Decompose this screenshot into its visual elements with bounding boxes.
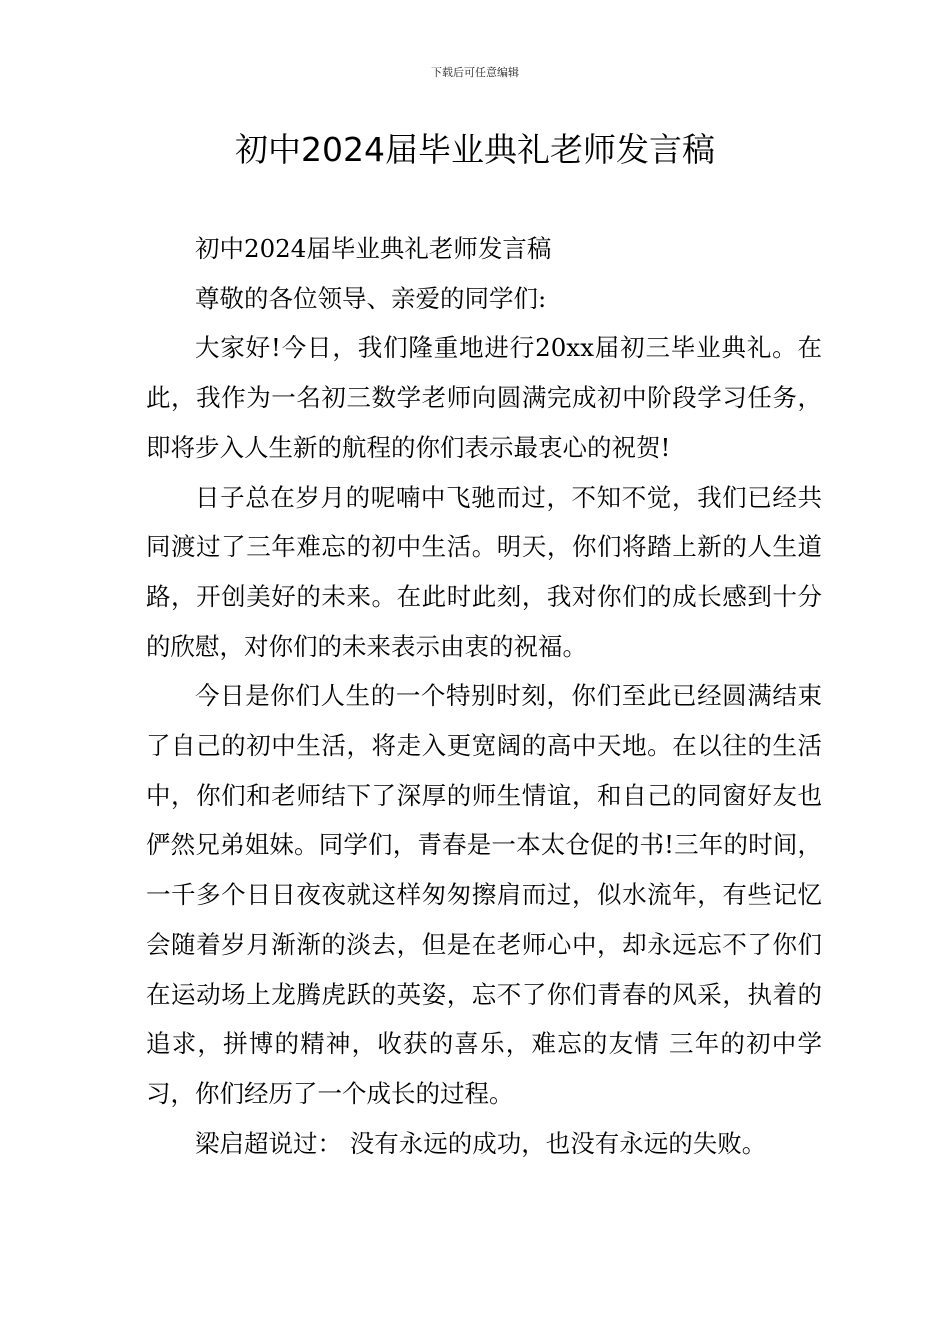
body-paragraph: 今日是你们人生的一个特别时刻，你们至此已经圆满结束了自己的初中生活，将走入更宽阔的高中天地。在以往的生活中，你们和老师结下了深厚的师生情谊，和自己的同窗好友也俨然兄弟姐妹。同学们，青春是一本太仓促的书!三年的时间，一千多个日日夜夜就这样匆匆擦肩而过，似水流年，有些记忆会随着岁月渐渐的淡去，但是在老师心中，却永远忘不了你们在运动场上龙腾虎跃的英姿，忘不了你们青春的风采，执着的追求，拼博的精神，收获的喜乐，难忘的友情 三年的初中学习，你们经历了一个成长的过程。	[146, 681, 822, 1108]
body-paragraph: 大家好!今日，我们隆重地进行20xx届初三毕业典礼。在此，我作为一名初三数学老师向圆满完成初中阶段学习任务，即将步入人生新的航程的你们表示最衷心的祝贺!	[146, 333, 822, 462]
body-paragraph: 梁启超说过： 没有永远的成功，也没有永远的失败。	[195, 1128, 767, 1158]
body-paragraph: 尊敬的各位领导、亲爱的同学们:	[195, 283, 547, 313]
body-paragraph: 日子总在岁月的呢喃中飞驰而过，不知不觉，我们已经共同渡过了三年难忘的初中生活。明天，你们将踏上新的人生道路，开创美好的未来。在此时此刻，我对你们的成长感到十分的欣慰，对你们的未来表示由衷的祝福。	[146, 482, 822, 661]
document-body	[146, 224, 822, 1168]
header-note: 下载后可任意编辑	[431, 66, 519, 79]
document-title: 初中2024届毕业典礼老师发言稿	[235, 130, 715, 169]
body-paragraph: 初中2024届毕业典礼老师发言稿	[195, 234, 552, 263]
